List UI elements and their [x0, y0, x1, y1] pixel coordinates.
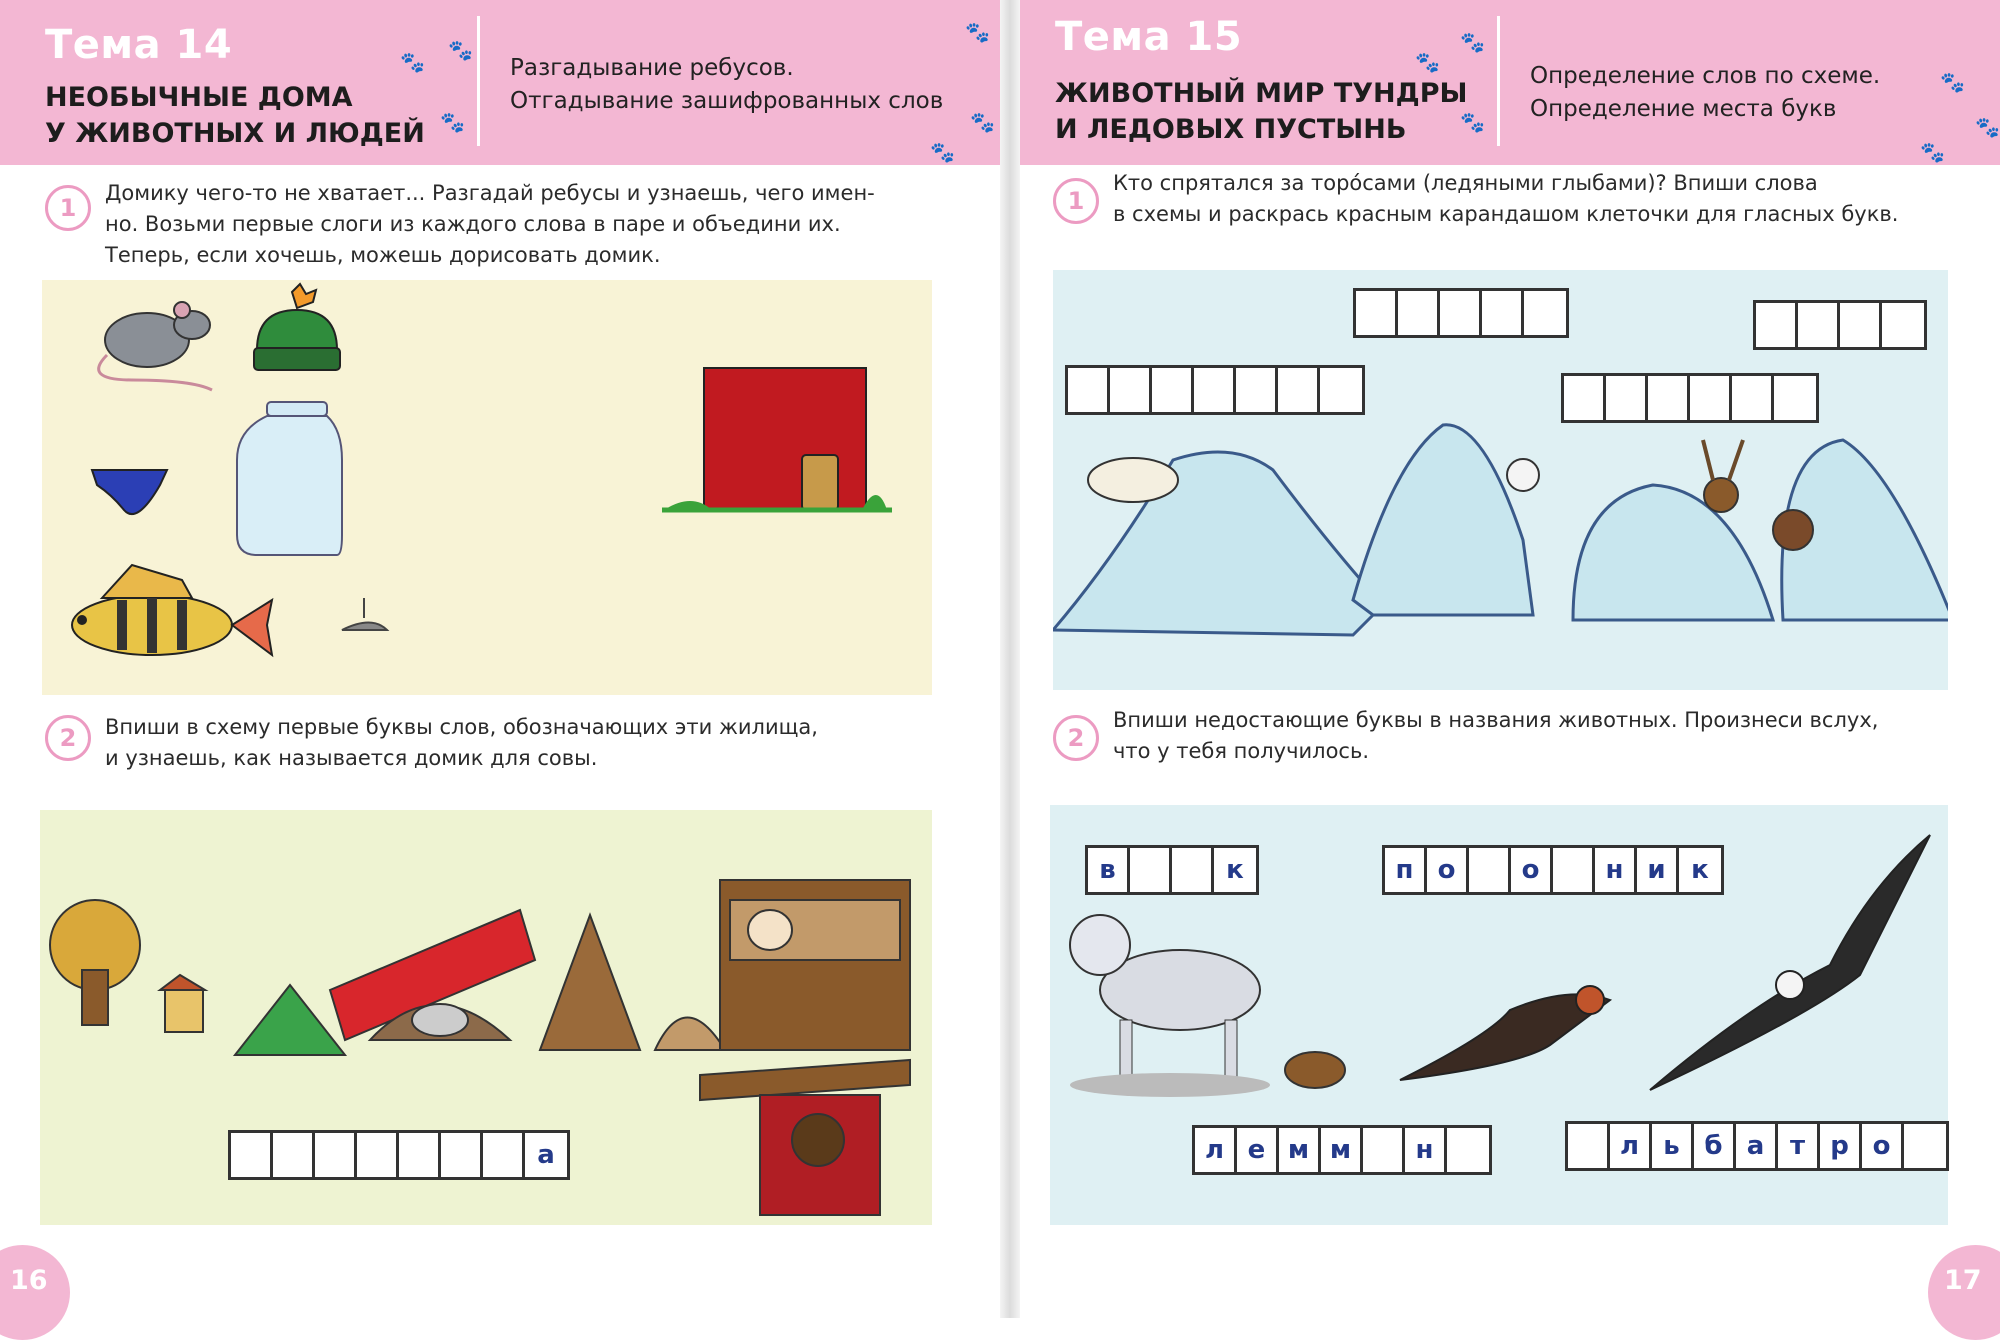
- letter-cell[interactable]: [1194, 368, 1236, 412]
- skills-text: [1530, 60, 1880, 126]
- letter-cell[interactable]: о: [1511, 848, 1553, 892]
- iceberg-icon: [1573, 485, 1773, 620]
- skua-bird-icon: [1400, 986, 1610, 1080]
- letter-cell[interactable]: [231, 1133, 273, 1177]
- page-number-badge: [1928, 1245, 2000, 1340]
- letter-cell[interactable]: ь: [1652, 1124, 1694, 1168]
- letter-cell[interactable]: [1564, 376, 1606, 420]
- letter-cell[interactable]: т: [1778, 1124, 1820, 1168]
- page-number: 16: [10, 1265, 48, 1296]
- paw-icon: 🐾: [400, 50, 425, 74]
- tent-icon: [235, 985, 345, 1055]
- letter-cell[interactable]: о: [1862, 1124, 1904, 1168]
- letter-cell[interactable]: [1469, 848, 1511, 892]
- letter-cell[interactable]: р: [1820, 1124, 1862, 1168]
- letter-cell[interactable]: е: [1237, 1128, 1279, 1172]
- letter-cell[interactable]: н: [1595, 848, 1637, 892]
- task-line: Впиши недостающие буквы в названия животных. Произнеси вслух,: [1113, 708, 1879, 732]
- antlers-icon: [1703, 440, 1743, 480]
- skills-line: Определение места букв: [1530, 96, 1837, 122]
- letter-cell[interactable]: н: [1405, 1128, 1447, 1172]
- topic-title-line: НЕОБЫЧНЫЕ ДОМА: [45, 82, 353, 113]
- letter-cell[interactable]: [1152, 368, 1194, 412]
- task-number: 1: [1053, 178, 1099, 224]
- task-text: [1113, 168, 1943, 230]
- topic-title-line: ЖИВОТНЫЙ МИР ТУНДРЫ: [1055, 78, 1468, 109]
- owl-house-icon: [700, 1060, 910, 1215]
- ice-panel: [1053, 270, 1948, 690]
- task-number: 2: [45, 715, 91, 761]
- letter-cell[interactable]: а: [1736, 1124, 1778, 1168]
- letter-cell[interactable]: [1482, 291, 1524, 335]
- letter-cell[interactable]: [357, 1133, 399, 1177]
- paw-icon: 🐾: [970, 110, 995, 134]
- word-grid-partridge: [1382, 845, 1724, 895]
- task-line: в схемы и раскрась красным карандашом клеточки для гласных букв.: [1113, 202, 1899, 226]
- letter-cell[interactable]: [1278, 368, 1320, 412]
- task-text: [1113, 705, 1948, 767]
- jar-icon: [237, 402, 342, 555]
- letter-cell[interactable]: [399, 1133, 441, 1177]
- header-divider: [1497, 16, 1500, 146]
- lemming-icon: [1285, 1052, 1345, 1088]
- skills-line: Отгадывание зашифрованных слов: [510, 88, 944, 114]
- perch-fish-icon: [72, 565, 272, 655]
- letter-cell[interactable]: [1356, 291, 1398, 335]
- paw-icon: 🐾: [1975, 115, 2000, 139]
- task-line: Теперь, если хочешь, можешь дорисовать домик.: [105, 243, 661, 267]
- word-grid: [1561, 373, 1819, 423]
- task-line: и узнаешь, как называется домик для совы.: [105, 746, 598, 770]
- arctic-wolf-icon: [1070, 915, 1270, 1097]
- book-spine: [1000, 0, 1020, 1318]
- beehive-icon: [160, 975, 205, 1032]
- letter-cell[interactable]: л: [1195, 1128, 1237, 1172]
- panties-icon: [92, 470, 167, 514]
- letter-cell[interactable]: и: [1637, 848, 1679, 892]
- answer-word-grid: [228, 1130, 570, 1180]
- letter-cell[interactable]: м: [1321, 1128, 1363, 1172]
- chum-icon: [540, 915, 640, 1050]
- skills-line: Разгадывание ребусов.: [510, 55, 794, 81]
- task-number: 1: [45, 185, 91, 231]
- word-grid-wolf: [1085, 845, 1259, 895]
- paw-icon: 🐾: [1460, 110, 1485, 134]
- letter-cell[interactable]: [1172, 848, 1214, 892]
- letter-cell[interactable]: л: [1610, 1124, 1652, 1168]
- arctic-fox-icon: [1507, 459, 1539, 491]
- letter-cell[interactable]: [1756, 303, 1798, 347]
- letter-cell[interactable]: [1553, 848, 1595, 892]
- paw-icon: 🐾: [1460, 30, 1485, 54]
- task-number: 2: [1053, 715, 1099, 761]
- word-grid-albatross: [1565, 1121, 1949, 1171]
- letter-cell[interactable]: [1798, 303, 1840, 347]
- page-number-badge: [0, 1245, 70, 1340]
- red-house-icon: [662, 368, 892, 510]
- letter-cell[interactable]: [1236, 368, 1278, 412]
- walrus-icon: [1773, 510, 1813, 550]
- letter-cell[interactable]: [1606, 376, 1648, 420]
- letter-cell[interactable]: к: [1679, 848, 1721, 892]
- letter-cell[interactable]: [1648, 376, 1690, 420]
- paw-icon: 🐾: [1415, 50, 1440, 74]
- letter-cell[interactable]: а: [525, 1133, 567, 1177]
- word-grid: [1353, 288, 1569, 338]
- letter-cell[interactable]: [1130, 848, 1172, 892]
- letter-cell[interactable]: [1882, 303, 1924, 347]
- letter-cell[interactable]: [1904, 1124, 1946, 1168]
- letter-cell[interactable]: [1524, 291, 1566, 335]
- skills-line: Определение слов по схеме.: [1530, 63, 1881, 89]
- letter-cell[interactable]: [1440, 291, 1482, 335]
- letter-cell[interactable]: [1068, 368, 1110, 412]
- task-line: Впиши в схему первые буквы слов, обозначающих эти жилища,: [105, 715, 818, 739]
- rebus-panel: [42, 280, 932, 695]
- page-number: 17: [1944, 1265, 1982, 1296]
- paw-icon: 🐾: [930, 140, 955, 164]
- paw-icon: 🐾: [440, 110, 465, 134]
- task-line: Домику чего-то не хватает... Разгадай ребусы и узнаешь, чего имен-: [105, 181, 875, 205]
- letter-cell[interactable]: [1774, 376, 1816, 420]
- letter-cell[interactable]: м: [1279, 1128, 1321, 1172]
- stable-icon: [720, 880, 910, 1050]
- letter-cell[interactable]: [1110, 368, 1152, 412]
- tema-label: Тема 14: [45, 22, 233, 68]
- word-grid: [1753, 300, 1927, 350]
- letter-cell[interactable]: [1732, 376, 1774, 420]
- word-grid: [1065, 365, 1365, 415]
- rebus-illustration: [42, 280, 932, 695]
- paw-icon: 🐾: [965, 20, 990, 44]
- burrow-icon: [655, 1018, 725, 1051]
- letter-cell[interactable]: к: [1214, 848, 1256, 892]
- topic-title-line: И ЛЕДОВЫХ ПУСТЫНЬ: [1055, 114, 1407, 145]
- pushpin-icon: [342, 598, 387, 630]
- rat-icon: [99, 302, 212, 390]
- letter-cell[interactable]: б: [1694, 1124, 1736, 1168]
- tree-hollow-icon: [50, 900, 140, 1025]
- polar-bear-icon: [1088, 458, 1178, 502]
- task-text: [105, 712, 935, 774]
- dwellings-panel: [40, 810, 932, 1225]
- letter-cell[interactable]: [483, 1133, 525, 1177]
- letter-cell[interactable]: [1447, 1128, 1489, 1172]
- word-grid-lemming: [1192, 1125, 1492, 1175]
- letter-cell[interactable]: [273, 1133, 315, 1177]
- topic-title-line: У ЖИВОТНЫХ И ЛЮДЕЙ: [45, 118, 425, 149]
- task-line: что у тебя получилось.: [1113, 739, 1370, 763]
- tema-label: Тема 15: [1055, 14, 1243, 60]
- letter-cell[interactable]: [1320, 368, 1362, 412]
- paw-icon: 🐾: [1920, 140, 1945, 164]
- letter-cell[interactable]: [1363, 1128, 1405, 1172]
- letter-cell[interactable]: [1568, 1124, 1610, 1168]
- task-line: но. Возьми первые слоги из каждого слова в паре и объедини их.: [105, 212, 841, 236]
- log-den-icon: [330, 910, 535, 1040]
- right-header: [1020, 0, 2000, 165]
- letter-cell[interactable]: [1690, 376, 1732, 420]
- topic-title: [1055, 76, 1467, 148]
- letter-cell[interactable]: п: [1385, 848, 1427, 892]
- header-divider: [477, 16, 480, 146]
- reindeer-icon: [1704, 478, 1738, 512]
- iceberg-icon: [1353, 425, 1533, 615]
- task-line: Кто спрятался за торо́сами (ледяными глыбами)? Впиши слова: [1113, 171, 1818, 195]
- letter-cell[interactable]: в: [1088, 848, 1130, 892]
- task-text: [105, 178, 935, 271]
- skills-text: [510, 52, 943, 118]
- paw-icon: 🐾: [448, 38, 473, 62]
- paw-icon: 🐾: [1940, 70, 1965, 94]
- hat-icon: [254, 284, 340, 370]
- letter-cell[interactable]: [1840, 303, 1882, 347]
- letter-cell[interactable]: [315, 1133, 357, 1177]
- left-header: [0, 0, 1000, 165]
- letter-cell[interactable]: о: [1427, 848, 1469, 892]
- letter-cell[interactable]: [441, 1133, 483, 1177]
- letter-cell[interactable]: [1398, 291, 1440, 335]
- topic-title: [45, 80, 425, 152]
- animals-panel: [1050, 805, 1948, 1225]
